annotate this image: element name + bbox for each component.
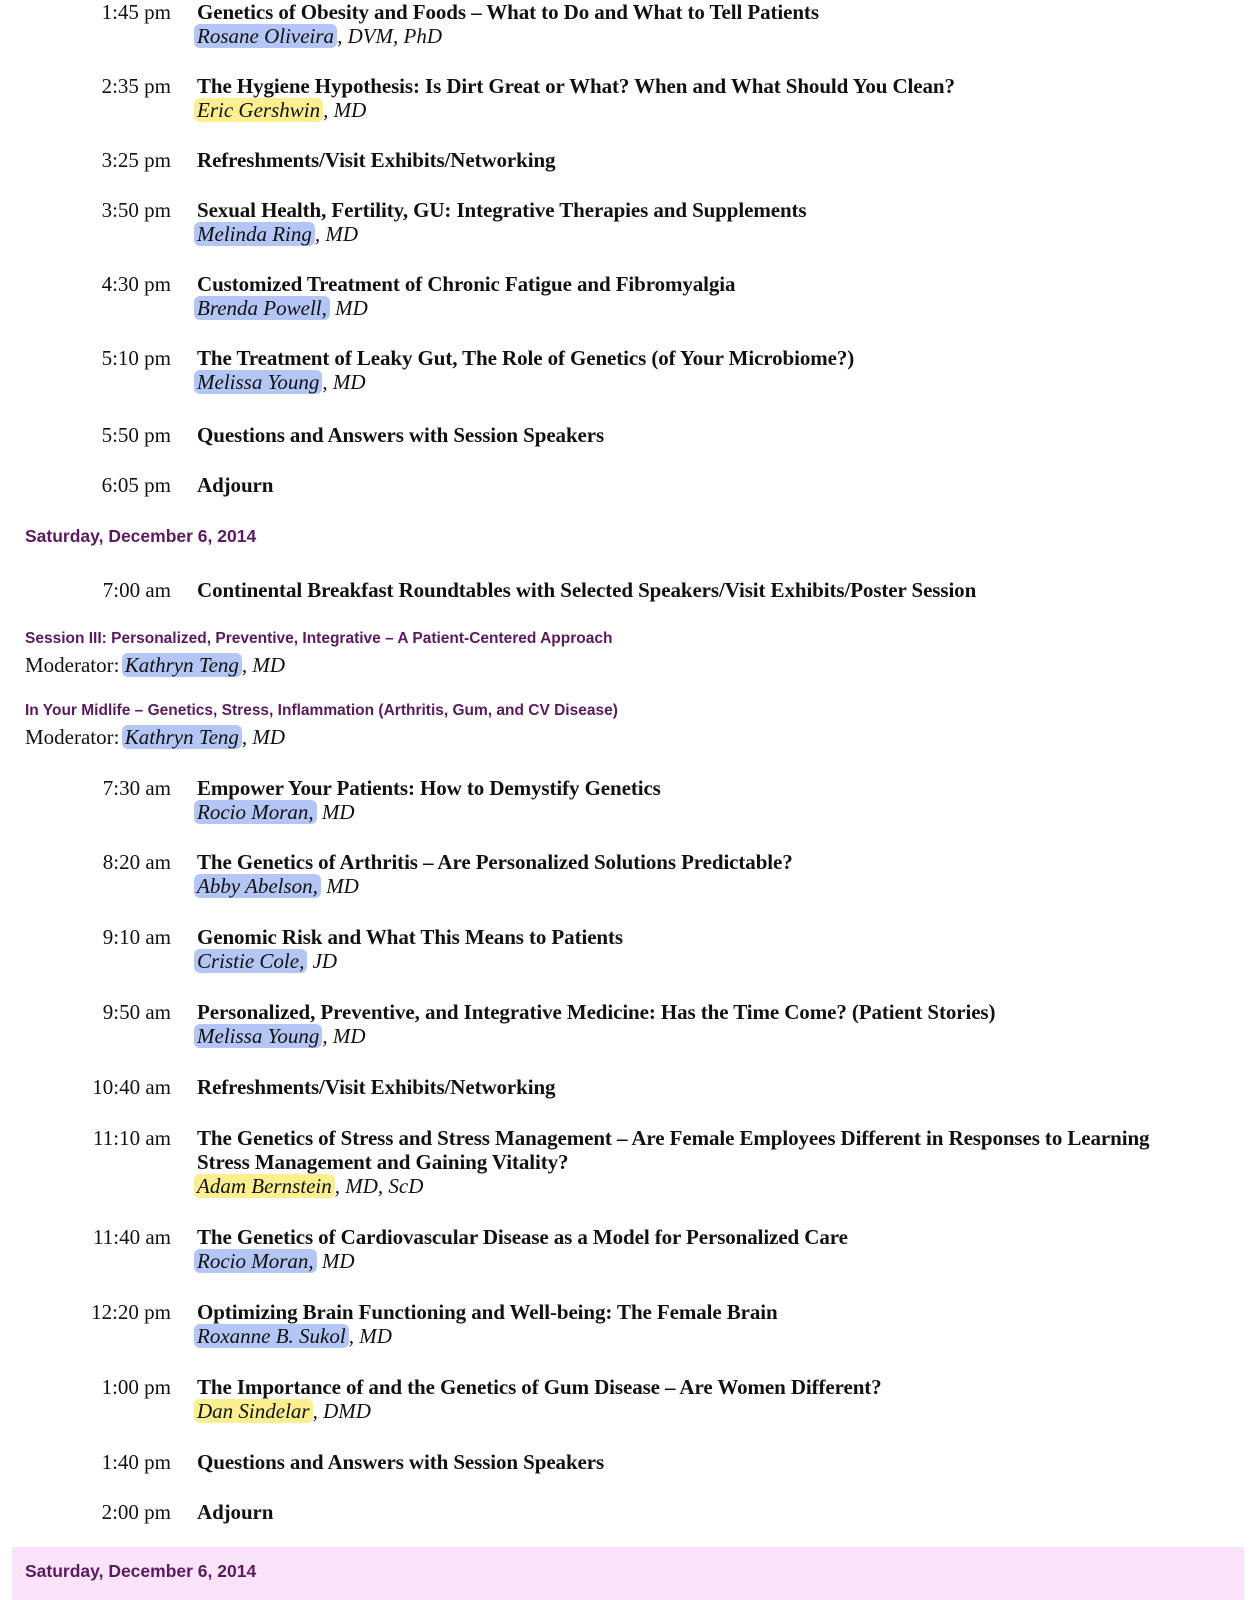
- speaker-credentials: , MD: [322, 370, 366, 394]
- speaker-credentials: , MD: [322, 1024, 366, 1048]
- session-time: 3:50 pm: [101, 198, 171, 222]
- session-time: 7:30 am: [102, 776, 171, 800]
- speaker-name: Brenda Powell,: [194, 296, 330, 320]
- talk-title: Adjourn: [197, 1500, 274, 1524]
- moderator-line: [25, 653, 285, 677]
- speaker-name: Abby Abelson,: [194, 874, 321, 898]
- day-heading: Saturday, December 6, 2014: [25, 1561, 257, 1581]
- talk-title: Questions and Answers with Session Speakers: [197, 1450, 605, 1474]
- talk-title: Empower Your Patients: How to Demystify Genetics: [197, 776, 661, 800]
- speaker-credentials: MD: [316, 1249, 355, 1273]
- moderator-name: Kathryn Teng: [122, 725, 242, 749]
- talk-title: Refreshments/Visit Exhibits/Networking: [197, 1075, 556, 1099]
- talk-title: Optimizing Brain Functioning and Well-being: The Female Brain: [197, 1300, 778, 1324]
- speaker-name: Roxanne B. Sukol: [194, 1324, 349, 1348]
- speaker-credentials: JD: [307, 949, 338, 973]
- session-time: 10:40 am: [92, 1075, 171, 1099]
- session-time: 5:50 pm: [101, 423, 171, 447]
- talk-title: Genomic Risk and What This Means to Patients: [197, 925, 623, 949]
- session-time: 5:10 pm: [101, 346, 171, 370]
- speaker-credentials: , MD: [314, 222, 359, 246]
- speaker-name: Rocio Moran,: [194, 1249, 317, 1273]
- talk-title: The Genetics of Cardiovascular Disease as a Model for Personalized Care: [197, 1225, 848, 1249]
- speaker-name: Cristie Cole,: [194, 949, 307, 973]
- speaker-credentials: , MD: [323, 98, 367, 122]
- speaker-name: Adam Bernstein: [194, 1174, 335, 1198]
- speaker-credentials: MD: [320, 874, 359, 898]
- talk-title: Personalized, Preventive, and Integrative Medicine: Has the Time Come? (Patient Stories): [197, 1000, 996, 1024]
- session-time: 9:50 am: [102, 1000, 171, 1024]
- session-time: 9:10 am: [102, 925, 171, 949]
- speaker-name: Melissa Young: [194, 1024, 322, 1048]
- speaker-name: Melissa Young: [194, 370, 322, 394]
- speaker-credentials: , DVM, PhD: [337, 24, 443, 48]
- speaker-credentials: MD: [329, 296, 368, 320]
- moderator-name: Kathryn Teng: [122, 653, 242, 677]
- session-time: 4:30 pm: [101, 272, 171, 296]
- talk-title: Genetics of Obesity and Foods – What to Do and What to Tell Patients: [197, 0, 819, 24]
- talk-title: Customized Treatment of Chronic Fatigue and Fibromyalgia: [197, 272, 736, 296]
- session-time: 11:40 am: [93, 1225, 171, 1249]
- speaker-name: Melinda Ring: [194, 222, 315, 246]
- subsession-heading: In Your Midlife – Genetics, Stress, Inflammation (Arthritis, Gum, and CV Disease): [25, 702, 618, 719]
- talk-title: The Treatment of Leaky Gut, The Role of Genetics (of Your Microbiome?): [197, 346, 855, 370]
- moderator-credentials: , MD: [241, 725, 286, 749]
- moderator-label: Moderator:: [25, 653, 120, 677]
- speaker-credentials: , MD, ScD: [334, 1174, 424, 1198]
- speaker-name: Rocio Moran,: [194, 800, 317, 824]
- session-heading: Session III: Personalized, Preventive, Integrative – A Patient-Centered Approach: [25, 630, 613, 647]
- speaker-name: Eric Gershwin: [194, 98, 323, 122]
- talk-title: The Genetics of Stress and Stress Management – Are Female Employees Different in Responses to Learning Stress Management and Gaining Vitality?: [197, 1126, 1150, 1174]
- session-time: 2:00 pm: [101, 1500, 171, 1524]
- speaker-credentials: MD: [316, 800, 355, 824]
- day-heading: Saturday, December 6, 2014: [25, 526, 257, 546]
- talk-title: Refreshments/Visit Exhibits/Networking: [197, 148, 556, 172]
- session-time: 11:10 am: [93, 1126, 171, 1150]
- speaker-credentials: , DMD: [312, 1399, 371, 1423]
- session-time: 1:00 pm: [101, 1375, 171, 1399]
- session-time: 1:45 pm: [101, 0, 171, 24]
- moderator-line: [25, 725, 285, 749]
- session-time: 7:00 am: [102, 578, 171, 602]
- talk-title: The Importance of and the Genetics of Gum Disease – Are Women Different?: [197, 1375, 882, 1399]
- speaker-name: Rosane Oliveira: [194, 24, 337, 48]
- moderator-label: Moderator:: [25, 725, 120, 749]
- talk-title: The Hygiene Hypothesis: Is Dirt Great or What? When and What Should You Clean?: [197, 74, 955, 98]
- moderator-credentials: , MD: [241, 653, 286, 677]
- speaker-credentials: , MD: [348, 1324, 392, 1348]
- session-time: 8:20 am: [102, 850, 171, 874]
- session-time: 2:35 pm: [101, 74, 171, 98]
- talk-title: Continental Breakfast Roundtables with Selected Speakers/Visit Exhibits/Poster Session: [197, 578, 977, 602]
- session-time: 12:20 pm: [91, 1300, 171, 1324]
- session-time: 3:25 pm: [101, 148, 171, 172]
- speaker-name: Dan Sindelar: [194, 1399, 313, 1423]
- talk-title: Adjourn: [197, 473, 274, 497]
- talk-title: Sexual Health, Fertility, GU: Integrative Therapies and Supplements: [197, 198, 807, 222]
- talk-title: Questions and Answers with Session Speakers: [197, 423, 605, 447]
- talk-title: The Genetics of Arthritis – Are Personalized Solutions Predictable?: [197, 850, 793, 874]
- session-time: 6:05 pm: [101, 473, 171, 497]
- session-time: 1:40 pm: [101, 1450, 171, 1474]
